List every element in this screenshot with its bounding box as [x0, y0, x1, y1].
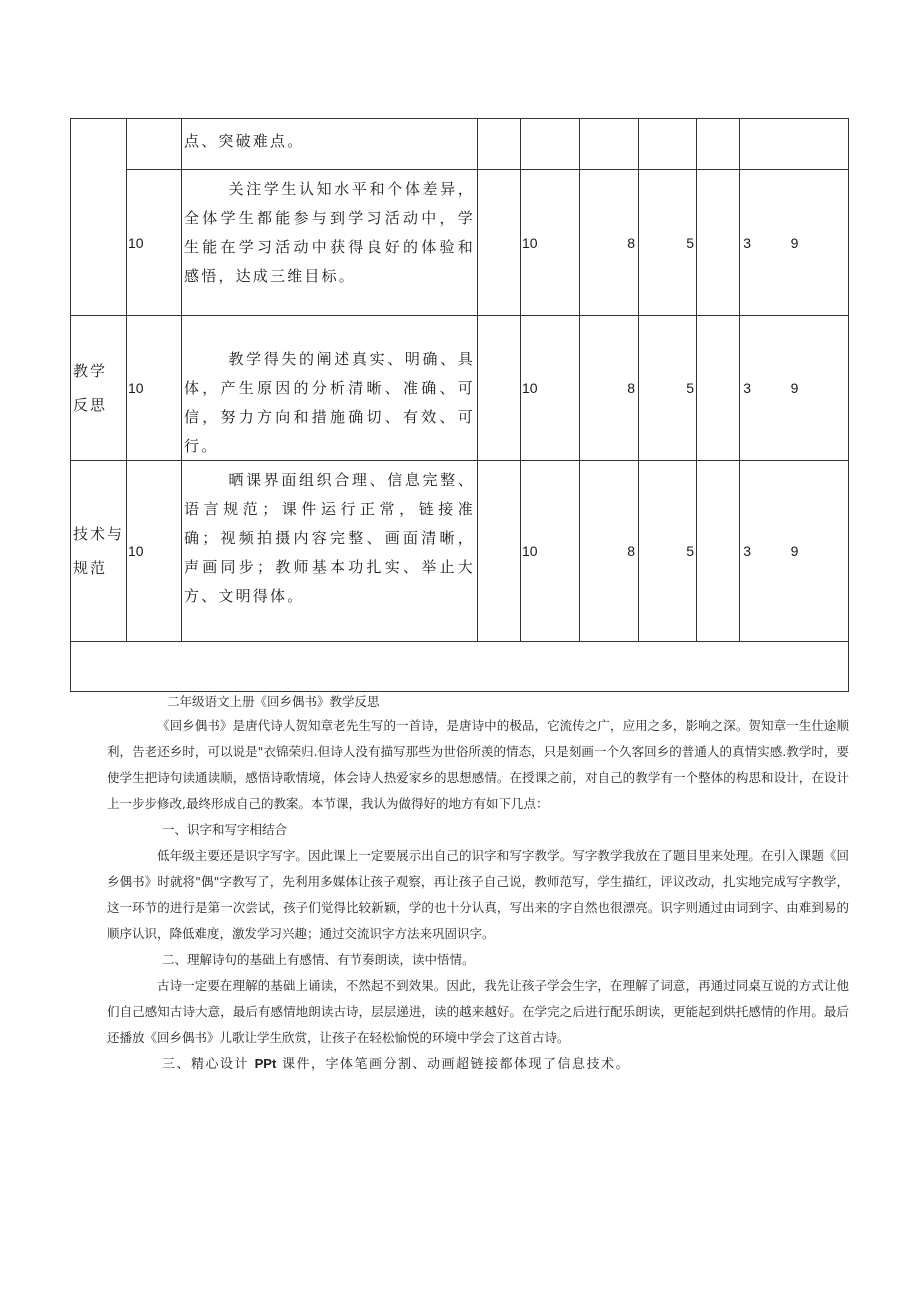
- category-label: 反思: [73, 396, 108, 414]
- category-label: 规范: [73, 559, 108, 577]
- row-divider: [71, 641, 849, 642]
- score-c1: [522, 170, 562, 315]
- reflection-essay: [107, 691, 849, 1078]
- score-c2: [580, 170, 635, 315]
- criteria-description: [182, 127, 477, 169]
- score-c6: [740, 316, 849, 460]
- score-c3: [639, 316, 694, 460]
- criteria-description: [182, 345, 477, 460]
- score-value: 5: [686, 234, 694, 251]
- score-c2: [580, 316, 635, 460]
- description-text: 点、突破难点。: [184, 132, 305, 150]
- description-text: 教学得失的阐述真实、明确、具体，产生原因的分析清晰、准确、可信，努力方向和措施确切、有效、可行。: [184, 350, 475, 455]
- description-text: 关注学生认知水平和个体差异，全体学生都能参与到学习活动中，学生能在学习活动中获得良好的体验和感悟，达成三维目标。: [184, 180, 475, 285]
- score-c1: [522, 461, 562, 641]
- score-cell: [128, 461, 181, 641]
- evaluation-table: [70, 118, 849, 692]
- category-cell: [71, 461, 126, 641]
- score-value: 9: [790, 234, 799, 251]
- score-value: 8: [627, 380, 635, 396]
- score-cell: [128, 316, 181, 460]
- essay-title: 二年级语文上册《回乡偶书》教学反思: [167, 694, 380, 709]
- section3-bold: PPt: [254, 1056, 277, 1071]
- score-value: 8: [627, 543, 635, 559]
- col-divider: [477, 119, 478, 641]
- score-c6: [740, 170, 849, 315]
- score-c1: [522, 316, 562, 460]
- score-value: 10: [522, 380, 538, 396]
- section-heading-2: 二、理解诗句的基础上有感情、有节奏朗读，读中悟情。: [162, 952, 475, 967]
- section3-suffix: 课件，字体笔画分割、动画超链接都体现了信息技术。: [276, 1057, 630, 1072]
- criteria-description: [182, 175, 477, 315]
- score-value: 9: [790, 380, 799, 396]
- score-cell: [128, 170, 181, 315]
- score-value: 10: [522, 543, 538, 559]
- col-divider: [520, 119, 521, 641]
- score-value: 10: [128, 234, 144, 251]
- score-value: 10: [522, 234, 538, 251]
- score-value: 5: [686, 543, 694, 559]
- section3-prefix: 三、精心设计: [162, 1057, 255, 1072]
- section-body-2: 古诗一定要在理解的基础上诵读，不然起不到效果。因此，我先让孩子学会生字，在理解了词意，再通过同桌互说的方式让他们自己感知古诗大意，最后有感情地朗读古诗，层层递进，读的越来越好。在学完之后进行配乐朗读，更能起到烘托感情的作用。最后还播放《回乡偶书》儿歌让学生欣赏，让孩子在轻松愉悦的环境中学会了这首古诗。: [107, 978, 849, 1045]
- score-value: 3: [743, 234, 751, 251]
- score-value: 9: [790, 543, 799, 559]
- description-text: 晒课界面组织合理、信息完整、语言规范；课件运行正常，链接准确；视频拍摄内容完整、画面清晰，声画同步；教师基本功扎实、举止大方、文明得体。: [184, 471, 475, 605]
- category-cell: [71, 316, 126, 460]
- score-c6: [740, 461, 849, 641]
- score-value: 5: [686, 380, 694, 396]
- score-c3: [639, 461, 694, 641]
- score-c3: [639, 170, 694, 315]
- section-heading-1: 一、识字和写字相结合: [162, 822, 288, 837]
- score-value: 10: [128, 543, 144, 559]
- score-value: 3: [743, 543, 751, 559]
- essay-intro: 《回乡偶书》是唐代诗人贺知章老先生写的一首诗，是唐诗中的极品，它流传之广，应用之多，影响之深。贺知章一生仕途顺利，告老还乡时，可以说是"衣锦荣归.但诗人没有描写那些为世俗所羡的情态，只是刻画一个久客回乡的普通人的真情实感.教学时，要使学生把诗句读通读顺，感悟诗歌情境，体会诗人热爱家乡的思想感情。在授课之前，对自己的教学有一个整体的构思和设计，在设计上一步步修改,最终形成自己的教案。本节课，我认为做得好的地方有如下几点：: [107, 718, 849, 811]
- criteria-description: [182, 466, 477, 641]
- category-label: 教学: [73, 362, 108, 380]
- score-c2: [580, 461, 635, 641]
- category-label: 技术与: [73, 525, 125, 543]
- section-heading-3: [107, 1051, 849, 1078]
- score-value: 8: [627, 234, 635, 251]
- section-body-1: 低年级主要还是识字写字。因此课上一定要展示出自己的识字和写字教学。写字教学我放在了题目里来处理。在引入课题《回乡偶书》时就将"偶"字教写了，先利用多媒体让孩子观察，再让孩子自己说，教师范写，学生描红，评议改动，扎实地完成写字教学，这一环节的进行是第一次尝试，孩子们觉得比较新颖，学的也十分认真，写出来的字自然也很漂亮。识字则通过由词到字、由难到易的顺序认识，降低难度，激发学习兴趣；通过交流识字方法来巩固识字。: [107, 848, 849, 941]
- col-divider: [126, 119, 127, 641]
- score-value: 10: [128, 380, 144, 396]
- score-value: 3: [743, 380, 751, 396]
